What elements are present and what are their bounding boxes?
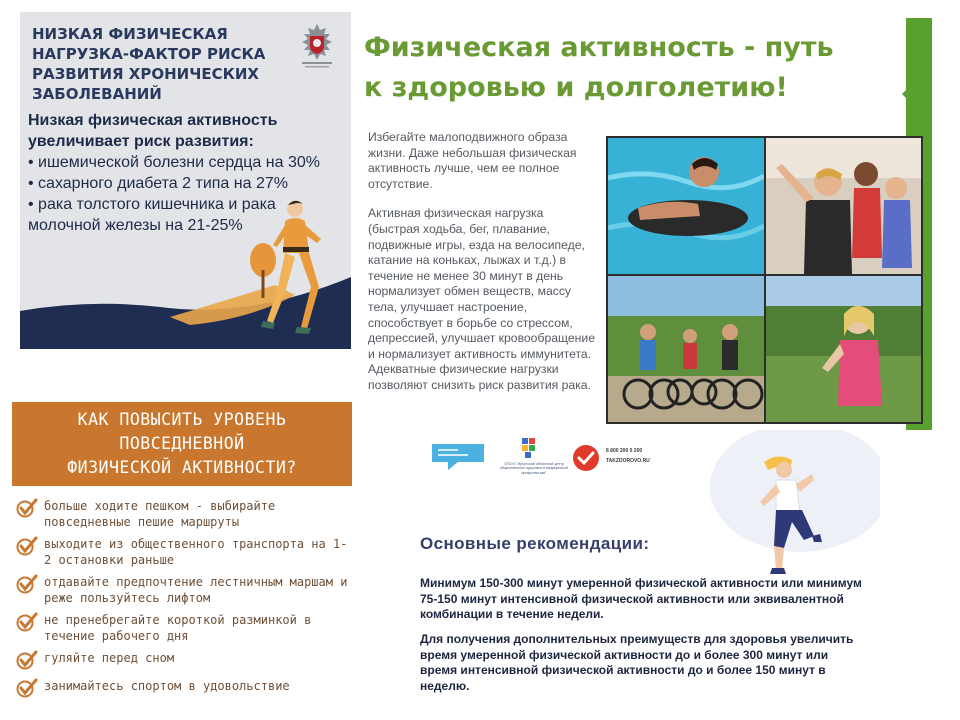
tip-text: занимайтесь спортом в удовольствие [44,679,290,693]
tip-item [16,574,352,606]
tip-item [16,536,352,568]
health-center-logo [510,436,550,460]
recommendation-paragraph: Минимум 150-300 минут умеренной физической активности или минимум 75-150 минут интенсивной физической активности или эквивалентной комбинации в течение недели. [420,576,862,622]
activity-longevity-slide [358,18,932,430]
increase-activity-poster [12,402,352,704]
risk-lead: Низкая физическая активность увеличивает риск развития: [28,112,278,150]
risk-item: • рака толстого кишечника и рака молочной железы на 21-25% [28,196,276,234]
risk-factor-poster [20,12,351,349]
activity-slide-title: Физическая активность - путь к здоровью и долголетию! [364,32,834,103]
checkmark-icon [16,536,38,556]
activity-photo-collage [606,136,923,424]
runner-girl-illustration [750,452,828,576]
national-project-logo [428,438,488,474]
recommendations-heading: Основные рекомендации: [420,534,650,553]
activity-paragraph: Активная физическая нагрузка (быстрая ходьба, бег, плавание, подвижные игры, езда на велосипеде, катание на коньках, лыжах и т.д.) в течение не менее 30 минут в день нормализует обмен веществ, массу тела, улучшает настроение, способствует в борьбе со стрессом, депрессией, улучшает кровообращение и нормализует активность иммунитета. Адекватные физические нагрузки позволяют снизить риск развития рака. [368,206,595,392]
checkmark-icon [16,574,38,594]
checkmark-icon [16,498,38,518]
health-center-caption: ОГБУЗ "Иркутский областной центр общественного здоровья и медицинской профилактики" [500,462,568,475]
ministry-emblem-icon [296,22,338,70]
checkmark-icon [16,650,38,670]
increase-activity-title [12,408,352,480]
increase-activity-header [12,402,352,486]
risk-item: • ишемической болезни сердца на 30% [28,154,320,171]
tip-text: не пренебрегайте короткой разминкой в течение рабочего дня [44,613,312,643]
checkmark-icon [16,678,38,698]
activity-paragraph: Избегайте малоподвижного образа жизни. Даже небольшая физическая активность лучше, чем ее полное отсутствие. [368,130,577,191]
risk-poster-title: НИЗКАЯ ФИЗИЧЕСКАЯ НАГРУЗКА-ФАКТОР РИСКА РАЗВИТИЯ ХРОНИЧЕСКИХ ЗАБОЛЕВАНИЙ [32,25,266,103]
tip-item [16,498,352,530]
checkmark-icon [16,612,38,632]
title-line: ПОВСЕДНЕВНОЙ [119,434,245,453]
swimming-photo [608,138,764,274]
activity-slide-text [368,130,598,408]
tip-text: выходите из общественного транспорта на 1-2 остановки раньше [44,537,348,567]
tip-text: больше ходите пешком - выбирайте повседневные пешие маршруты [44,499,276,529]
tip-item [16,678,352,700]
hotline-phone: 8 800 200 0 200 [606,448,643,454]
cycling-photo [608,276,764,422]
aerobics-photo [766,138,921,274]
title-line: ФИЗИЧЕСКОЙ АКТИВНОСТИ? [67,458,297,477]
title-line: КАК ПОВЫСИТЬ УРОВЕНЬ [77,410,287,429]
takzdorovo-site: TAKZDOROVO.RU [606,458,650,464]
tip-item [16,612,352,644]
tip-text: отдавайте предпочтение лестничным маршам и реже пользуйтесь лифтом [44,575,348,605]
tips-list [16,498,352,706]
recommendations-slide [410,430,880,710]
risk-item: • сахарного диабета 2 типа на 27% [28,175,288,192]
jogging-photo [766,276,921,422]
woman-runner-illustration [255,195,335,345]
tip-item [16,650,352,672]
takzdorovo-logo-icon [572,444,600,472]
recommendation-paragraph: Для получения дополнительных преимуществ для здоровья увеличить время умеренной физической активности до и более 300 минут или время интенсивной физической активности до и более 150 минут в неделю. [420,632,854,693]
tip-text: гуляйте перед сном [44,651,175,665]
